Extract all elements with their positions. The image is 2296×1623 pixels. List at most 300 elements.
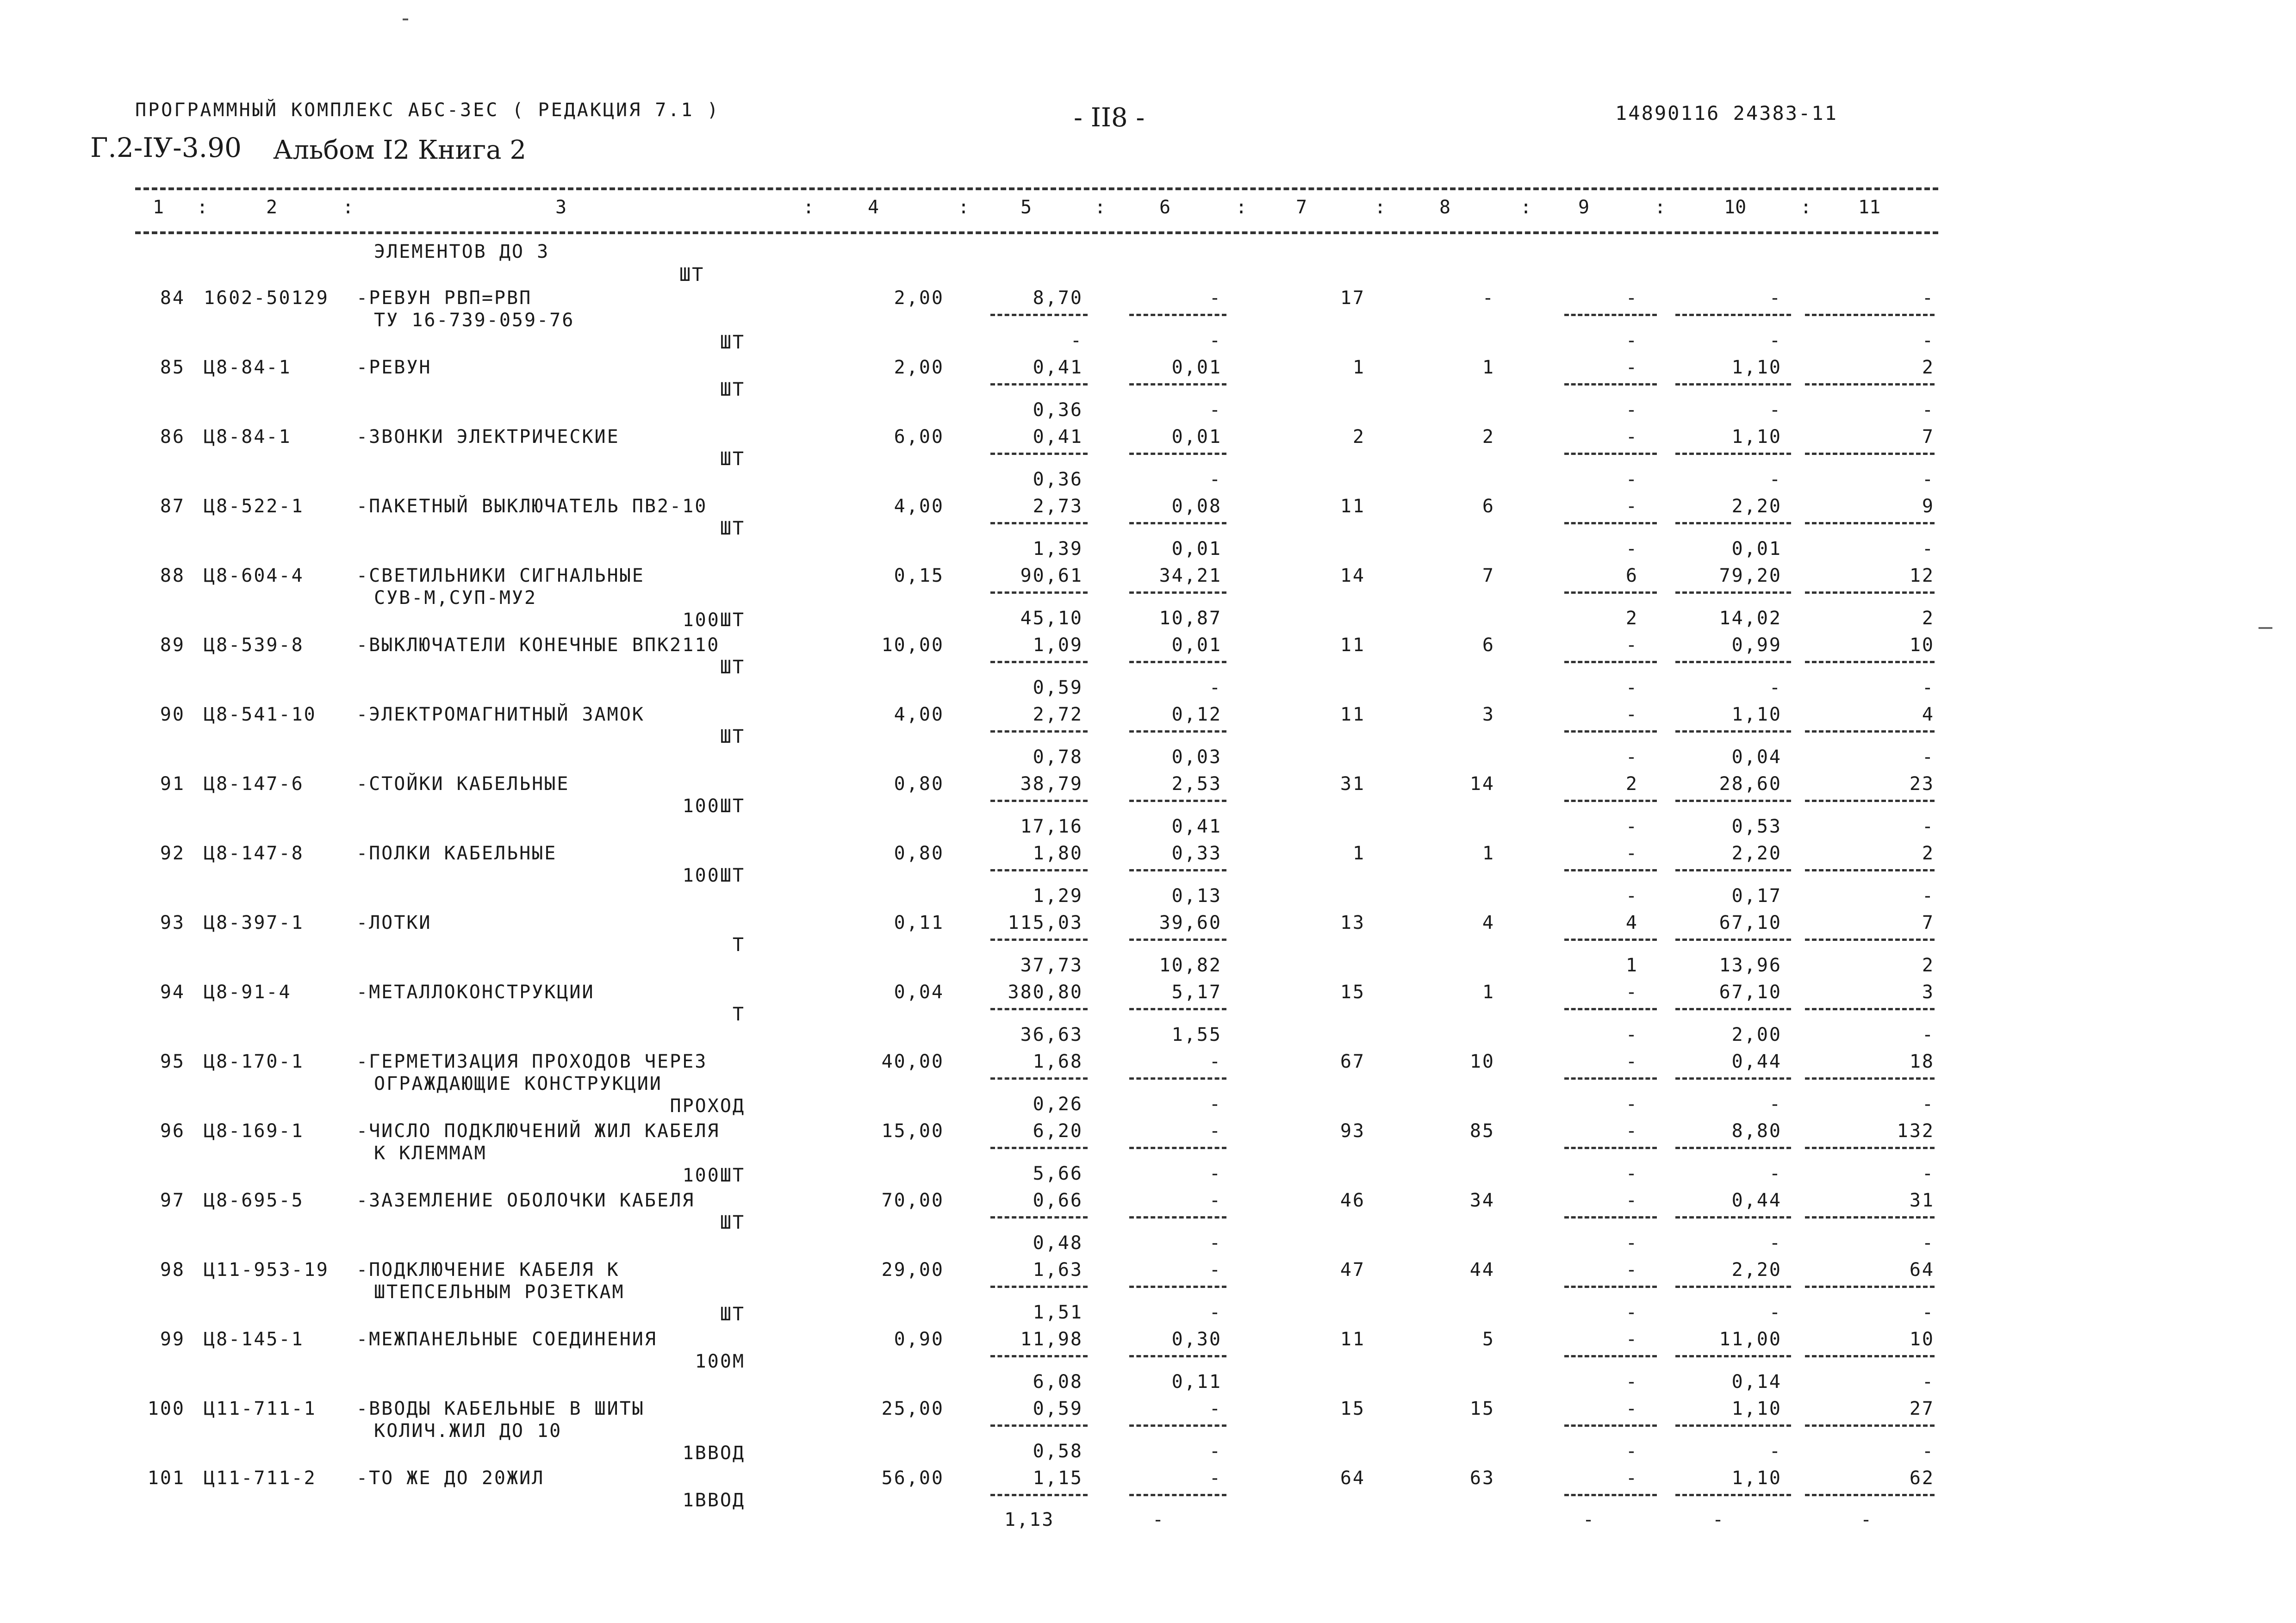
column-header-5: 5 <box>1020 197 1032 218</box>
cell-c9: - <box>1625 1051 1638 1072</box>
cell-underline <box>1675 939 1791 941</box>
cell-c10-secondary: - <box>1769 469 1782 490</box>
cell-underline <box>1129 591 1226 594</box>
column-header-1: 1 <box>153 197 164 218</box>
cell-underline <box>1129 1077 1226 1080</box>
cell-c9: - <box>1625 843 1638 864</box>
cell-c7: 13 <box>1340 912 1365 933</box>
row-unit: ШТ <box>720 726 745 747</box>
cell-underline <box>1805 869 1935 871</box>
cell-c6-secondary: 10,82 <box>1159 955 1222 976</box>
continuation-desc: ЭЛЕМЕНТОВ ДО 3 <box>374 241 550 262</box>
row-unit: 100ШТ <box>682 609 745 631</box>
cell-underline <box>1675 661 1791 663</box>
cell-c11-secondary: - <box>1922 1371 1935 1393</box>
cell-underline <box>1805 1216 1935 1219</box>
cell-c10: 8,80 <box>1731 1120 1782 1142</box>
cell-underline <box>1129 1424 1226 1427</box>
cell-c8: 6 <box>1482 496 1495 517</box>
cell-c10-secondary: - <box>1769 399 1782 421</box>
cell-c5-secondary: 36,63 <box>1020 1024 1083 1045</box>
table-row <box>0 356 2296 426</box>
cell-c10-secondary: 0,53 <box>1731 816 1782 837</box>
row-unit: ШТ <box>720 1212 745 1233</box>
cell-c4: 25,00 <box>881 1398 944 1419</box>
cell-c11: 31 <box>1909 1190 1935 1211</box>
row-description: -ЧИСЛО ПОДКЛЮЧЕНИЙ ЖИЛ КАБЕЛЯ <box>356 1120 720 1142</box>
cell-c6: 2,53 <box>1171 773 1222 795</box>
cell-c11: 10 <box>1909 1329 1935 1350</box>
row-number: 101 <box>147 1468 185 1489</box>
cell-c7: 93 <box>1340 1120 1365 1142</box>
cell-c8: 4 <box>1482 912 1495 933</box>
row-number: 89 <box>160 634 185 656</box>
cell-underline <box>990 522 1088 524</box>
cell-underline <box>1564 1008 1657 1010</box>
cell-underline <box>1805 1077 1935 1080</box>
cell-c10: 1,10 <box>1731 357 1782 378</box>
cell-c10: 2,20 <box>1731 1259 1782 1281</box>
cell-underline <box>1129 661 1226 663</box>
cell-c11-secondary: - <box>1922 1302 1935 1323</box>
cell-c10: 1,10 <box>1731 1468 1782 1489</box>
row-code: Ц8-170-1 <box>204 1051 304 1072</box>
cell-underline <box>1564 1355 1657 1357</box>
cell-c11: 2 <box>1922 357 1935 378</box>
cell-c5: 0,41 <box>1033 426 1083 448</box>
cell-c5-secondary: 1,51 <box>1033 1302 1083 1323</box>
cell-c6: 0,01 <box>1171 426 1222 448</box>
page-number: - II8 - <box>1074 103 1145 133</box>
row-unit: ШТ <box>720 448 745 470</box>
cell-c9-secondary: - <box>1625 746 1638 768</box>
cell-c8: 10 <box>1469 1051 1495 1072</box>
cell-c4: 6,00 <box>894 426 944 448</box>
tail-c11: - <box>1860 1509 1873 1530</box>
cell-c5: 380,80 <box>1008 982 1083 1003</box>
row-code: Ц8-541-10 <box>204 704 317 725</box>
cell-c6: - <box>1209 1468 1222 1489</box>
cell-c5-secondary: 6,08 <box>1033 1371 1083 1393</box>
cell-underline <box>1129 1147 1226 1149</box>
continuation-row <box>0 241 2296 287</box>
cell-c10: 67,10 <box>1719 912 1782 933</box>
row-description: -МЕТАЛЛОКОНСТРУКЦИИ <box>356 982 595 1003</box>
row-number: 85 <box>160 357 185 378</box>
cell-c11-secondary: - <box>1922 399 1935 421</box>
cell-c7: 11 <box>1340 704 1365 725</box>
column-separator: : <box>1236 197 1247 218</box>
row-number: 87 <box>160 496 185 517</box>
cell-c11-secondary: 2 <box>1922 955 1935 976</box>
cell-underline <box>990 314 1088 316</box>
cell-underline <box>1564 383 1657 386</box>
tail-c9: - <box>1583 1509 1596 1530</box>
cell-underline <box>1129 314 1226 316</box>
cell-underline <box>1129 383 1226 386</box>
cell-c8: 14 <box>1469 773 1495 795</box>
cell-c11: 3 <box>1922 982 1935 1003</box>
cell-c6-secondary: - <box>1209 469 1222 490</box>
column-header-11: 11 <box>1858 197 1881 218</box>
cell-c5-secondary: 0,26 <box>1033 1094 1083 1115</box>
cell-c10: 2,20 <box>1731 843 1782 864</box>
cell-c6: 5,17 <box>1171 982 1222 1003</box>
row-code: Ц8-84-1 <box>204 426 292 448</box>
cell-underline <box>1805 591 1935 594</box>
cell-c9: - <box>1625 496 1638 517</box>
cell-c9: - <box>1625 1468 1638 1489</box>
row-unit: ШТ <box>720 332 745 353</box>
row-unit: ШТ <box>720 379 745 400</box>
cell-underline <box>1564 453 1657 455</box>
cell-c9-secondary: - <box>1625 1371 1638 1393</box>
cell-c4: 70,00 <box>881 1190 944 1211</box>
row-description-2: ШТЕПСЕЛЬНЫМ РОЗЕТКАМ <box>374 1281 625 1303</box>
cell-underline <box>1805 1355 1935 1357</box>
cell-c6-secondary: 0,03 <box>1171 746 1222 768</box>
cell-c10: 11,00 <box>1719 1329 1782 1350</box>
cell-underline <box>1129 1216 1226 1219</box>
table-row <box>0 426 2296 495</box>
column-separator: : <box>1800 197 1812 218</box>
cell-underline <box>1129 1494 1226 1496</box>
cell-underline <box>1805 453 1935 455</box>
cell-c9-secondary: 2 <box>1625 608 1638 629</box>
row-code: Ц8-539-8 <box>204 634 304 656</box>
cell-underline <box>990 869 1088 871</box>
cell-c11-secondary: - <box>1922 538 1935 560</box>
cell-c5-secondary: 1,39 <box>1033 538 1083 560</box>
row-code: Ц8-84-1 <box>204 357 292 378</box>
cell-c9: - <box>1625 1398 1638 1419</box>
cell-c9-secondary: - <box>1625 1163 1638 1184</box>
cell-underline <box>1129 1355 1226 1357</box>
cell-c11-secondary: - <box>1922 1163 1935 1184</box>
cell-c5-secondary: 0,58 <box>1033 1441 1083 1462</box>
cell-c10-secondary: - <box>1769 1232 1782 1254</box>
cell-c9: - <box>1625 357 1638 378</box>
row-code: Ц11-711-2 <box>204 1468 317 1489</box>
cell-underline <box>990 1147 1088 1149</box>
cell-underline <box>1564 1147 1657 1149</box>
cell-c11: 4 <box>1922 704 1935 725</box>
column-separator: : <box>1095 197 1106 218</box>
cell-c8: 63 <box>1469 1468 1495 1489</box>
cell-underline <box>1564 1216 1657 1219</box>
cell-c4: 0,04 <box>894 982 944 1003</box>
row-description: -ЭЛЕКТРОМАГНИТНЫЙ ЗАМОК <box>356 704 645 725</box>
cell-c11: 64 <box>1909 1259 1935 1281</box>
cell-c9-secondary: - <box>1625 1094 1638 1115</box>
cell-c5-secondary: 5,66 <box>1033 1163 1083 1184</box>
cell-c7: 64 <box>1340 1468 1365 1489</box>
column-separator: : <box>803 197 815 218</box>
cell-c11-secondary: - <box>1922 677 1935 698</box>
column-separator: : <box>1520 197 1532 218</box>
cell-c5: 90,61 <box>1020 565 1083 586</box>
cell-c8: 85 <box>1469 1120 1495 1142</box>
cell-c8: 15 <box>1469 1398 1495 1419</box>
row-description: -ПОЛКИ КАБЕЛЬНЫЕ <box>356 843 557 864</box>
cell-c5-secondary: 0,78 <box>1033 746 1083 768</box>
cell-underline <box>1564 1494 1657 1496</box>
cell-c6: - <box>1209 1120 1222 1142</box>
cell-c9: - <box>1625 634 1638 656</box>
album-title: Альбом I2 Книга 2 <box>273 135 526 165</box>
cell-underline <box>1675 869 1791 871</box>
cell-c9-secondary: - <box>1625 330 1638 351</box>
cell-c4: 0,90 <box>894 1329 944 1350</box>
column-header-3: 3 <box>555 197 567 218</box>
cell-underline <box>1675 1424 1791 1427</box>
cell-underline <box>1564 1286 1657 1288</box>
row-code: Ц8-169-1 <box>204 1120 304 1142</box>
cell-c9: - <box>1625 426 1638 448</box>
row-description: -ЗАЗЕМЛЕНИЕ ОБОЛОЧКИ КАБЕЛЯ <box>356 1190 695 1211</box>
cell-underline <box>1805 730 1935 733</box>
cell-c4: 40,00 <box>881 1051 944 1072</box>
table-row <box>0 1328 2296 1398</box>
row-number: 88 <box>160 565 185 586</box>
cell-c10-secondary: 2,00 <box>1731 1024 1782 1045</box>
cell-c4: 0,11 <box>894 912 944 933</box>
cell-c9: 2 <box>1625 773 1638 795</box>
row-number: 84 <box>160 287 185 309</box>
row-unit: Т <box>732 934 745 956</box>
cell-c6: - <box>1209 1190 1222 1211</box>
cell-c10: 1,10 <box>1731 1398 1782 1419</box>
row-unit: 1ВВОД <box>682 1443 745 1464</box>
cell-underline <box>1129 453 1226 455</box>
cell-c6: 0,08 <box>1171 496 1222 517</box>
cell-c6-secondary: 0,01 <box>1171 538 1222 560</box>
row-description-2: ОГРАЖДАЮЩИЕ КОНСТРУКЦИИ <box>374 1073 662 1094</box>
cell-underline <box>1805 1424 1935 1427</box>
cell-underline <box>1564 591 1657 594</box>
cell-underline <box>990 1077 1088 1080</box>
cell-c9-secondary: - <box>1625 1441 1638 1462</box>
cell-c11: 12 <box>1909 565 1935 586</box>
cell-c6-secondary: - <box>1209 1094 1222 1115</box>
cell-c5-secondary: 0,59 <box>1033 677 1083 698</box>
cell-underline <box>990 591 1088 594</box>
cell-underline <box>1129 800 1226 802</box>
cell-c9: - <box>1625 1329 1638 1350</box>
cell-c7: 2 <box>1352 426 1365 448</box>
cell-c9-secondary: - <box>1625 399 1638 421</box>
cell-c5: 11,98 <box>1020 1329 1083 1350</box>
cell-c5-secondary: 1,29 <box>1033 885 1083 907</box>
row-unit: 100ШТ <box>682 796 745 817</box>
cell-c6: - <box>1209 1259 1222 1281</box>
column-header-9: 9 <box>1578 197 1590 218</box>
table-row <box>0 842 2296 912</box>
cell-c11-secondary: - <box>1922 469 1935 490</box>
column-header-7: 7 <box>1296 197 1307 218</box>
cell-c10-secondary: - <box>1769 1163 1782 1184</box>
cell-underline <box>1675 314 1791 316</box>
cell-c10: 28,60 <box>1719 773 1782 795</box>
cell-c10: 0,44 <box>1731 1051 1782 1072</box>
cell-underline <box>1675 730 1791 733</box>
row-description: -РЕВУН <box>356 357 432 378</box>
cell-c10-secondary: 0,01 <box>1731 538 1782 560</box>
row-code: Ц8-604-4 <box>204 565 304 586</box>
cell-c10: 79,20 <box>1719 565 1782 586</box>
program-title: ПРОГРАММНЫЙ КОМПЛЕКС АБС-ЗЕС ( РЕДАКЦИЯ 7.1 ) <box>135 99 720 121</box>
cell-underline <box>1564 730 1657 733</box>
row-code: Ц8-522-1 <box>204 496 304 517</box>
row-number: 98 <box>160 1259 185 1281</box>
row-number: 93 <box>160 912 185 933</box>
cell-c7: 1 <box>1352 357 1365 378</box>
cell-c5: 1,68 <box>1033 1051 1083 1072</box>
cell-underline <box>1675 1147 1791 1149</box>
cell-c8: 44 <box>1469 1259 1495 1281</box>
cell-c11: 18 <box>1909 1051 1935 1072</box>
cell-c9: - <box>1625 982 1638 1003</box>
cell-c8: 1 <box>1482 982 1495 1003</box>
cell-c5: 2,73 <box>1033 496 1083 517</box>
cell-c10: 1,10 <box>1731 704 1782 725</box>
cell-c5: 38,79 <box>1020 773 1083 795</box>
cell-c7: 67 <box>1340 1051 1365 1072</box>
cell-underline <box>990 1286 1088 1288</box>
row-code: Ц8-145-1 <box>204 1329 304 1350</box>
cell-c7: 11 <box>1340 634 1365 656</box>
cell-c11-secondary: - <box>1922 816 1935 837</box>
row-number: 90 <box>160 704 185 725</box>
cell-underline <box>1805 661 1935 663</box>
table-row <box>0 1189 2296 1259</box>
cell-c10-secondary: 0,14 <box>1731 1371 1782 1393</box>
cell-c6: 0,12 <box>1171 704 1222 725</box>
row-unit: ШТ <box>720 657 745 678</box>
cell-underline <box>1675 383 1791 386</box>
row-description: -ЛОТКИ <box>356 912 432 933</box>
table-row <box>0 634 2296 703</box>
cell-c9-secondary: - <box>1625 1024 1638 1045</box>
row-description: -СВЕТИЛЬНИКИ СИГНАЛЬНЫЕ <box>356 565 645 586</box>
cell-c11-secondary: - <box>1922 1024 1935 1045</box>
row-description: -ГЕРМЕТИЗАЦИЯ ПРОХОДОВ ЧЕРЕЗ <box>356 1051 708 1072</box>
cell-c10-secondary: 14,02 <box>1719 608 1782 629</box>
column-separator: : <box>197 197 208 218</box>
column-separator: : <box>342 197 354 218</box>
cell-c7: 1 <box>1352 843 1365 864</box>
cell-underline <box>1129 869 1226 871</box>
cell-c8: 34 <box>1469 1190 1495 1211</box>
cell-c10: 0,99 <box>1731 634 1782 656</box>
table-row <box>0 1120 2296 1189</box>
cell-c5: 0,66 <box>1033 1190 1083 1211</box>
row-description: -ЗВОНКИ ЭЛЕКТРИЧЕСКИЕ <box>356 426 620 448</box>
table-header-rule <box>135 231 1938 234</box>
cell-underline <box>990 1008 1088 1010</box>
cell-c10: - <box>1769 287 1782 309</box>
row-code: Ц8-147-8 <box>204 843 304 864</box>
cell-c11-secondary: - <box>1922 1232 1935 1254</box>
row-description-2: КОЛИЧ.ЖИЛ ДО 10 <box>374 1420 562 1442</box>
cell-c6-secondary: 0,41 <box>1171 816 1222 837</box>
cell-underline <box>990 1216 1088 1219</box>
cell-c10: 2,20 <box>1731 496 1782 517</box>
row-number: 97 <box>160 1190 185 1211</box>
cell-c5-secondary: 37,73 <box>1020 955 1083 976</box>
cell-c11: 62 <box>1909 1468 1935 1489</box>
cell-c9-secondary: - <box>1625 1302 1638 1323</box>
row-code: Ц8-695-5 <box>204 1190 304 1211</box>
column-header-10: 10 <box>1724 197 1747 218</box>
cell-c6: 0,33 <box>1171 843 1222 864</box>
cell-c4: 2,00 <box>894 357 944 378</box>
cell-c6-secondary: 0,13 <box>1171 885 1222 907</box>
cell-c6-secondary: - <box>1209 677 1222 698</box>
cell-underline <box>1675 1494 1791 1496</box>
cell-c10-secondary: 0,04 <box>1731 746 1782 768</box>
cell-c6: - <box>1209 287 1222 309</box>
cell-c11: 27 <box>1909 1398 1935 1419</box>
cell-underline <box>1675 800 1791 802</box>
cell-underline <box>990 661 1088 663</box>
row-description: -ВЫКЛЮЧАТЕЛИ КОНЕЧНЫЕ ВПК2110 <box>356 634 720 656</box>
cell-c4: 56,00 <box>881 1468 944 1489</box>
cell-c7: 15 <box>1340 1398 1365 1419</box>
cell-underline <box>990 800 1088 802</box>
cell-underline <box>1564 869 1657 871</box>
cell-underline <box>1564 661 1657 663</box>
cell-underline <box>990 453 1088 455</box>
table-tail-row <box>0 1509 2296 1536</box>
row-code: Ц11-711-1 <box>204 1398 317 1419</box>
cell-c10-secondary: - <box>1769 330 1782 351</box>
row-number: 99 <box>160 1329 185 1350</box>
row-description: -ПОДКЛЮЧЕНИЕ КАБЕЛЯ К <box>356 1259 620 1281</box>
cell-c10: 1,10 <box>1731 426 1782 448</box>
cell-c4: 4,00 <box>894 704 944 725</box>
cell-c5: 1,15 <box>1033 1468 1083 1489</box>
row-description-2: СУВ-М,СУП-МУ2 <box>374 587 537 609</box>
cell-underline <box>1805 522 1935 524</box>
document-number: 14890116 24383-11 <box>1615 102 1838 124</box>
cell-c9: - <box>1625 1259 1638 1281</box>
tail-c5: 1,13 <box>1004 1509 1055 1530</box>
row-description: -РЕВУН РВП=РВП <box>356 287 532 309</box>
cell-c11: 2 <box>1922 843 1935 864</box>
cell-underline <box>1564 522 1657 524</box>
cell-c5: 1,63 <box>1033 1259 1083 1281</box>
cell-underline <box>1564 1077 1657 1080</box>
cell-underline <box>1805 1494 1935 1496</box>
cell-c5-secondary: 45,10 <box>1020 608 1083 629</box>
cell-c6: 39,60 <box>1159 912 1222 933</box>
row-description: -СТОЙКИ КАБЕЛЬНЫЕ <box>356 773 570 795</box>
cell-underline <box>1805 939 1935 941</box>
cell-c8: 5 <box>1482 1329 1495 1350</box>
cell-c8: - <box>1482 287 1495 309</box>
cell-underline <box>1675 591 1791 594</box>
row-unit: 1ВВОД <box>682 1490 745 1511</box>
cell-c11-secondary: - <box>1922 885 1935 907</box>
row-code: 1602-50129 <box>204 287 329 309</box>
cell-c5: 0,59 <box>1033 1398 1083 1419</box>
cell-c6-secondary: - <box>1209 1232 1222 1254</box>
cell-c6-secondary: - <box>1209 1163 1222 1184</box>
row-unit: 100ШТ <box>682 865 745 886</box>
cell-c11: 10 <box>1909 634 1935 656</box>
row-description: -МЕЖПАНЕЛЬНЫЕ СОЕДИНЕНИЯ <box>356 1329 657 1350</box>
